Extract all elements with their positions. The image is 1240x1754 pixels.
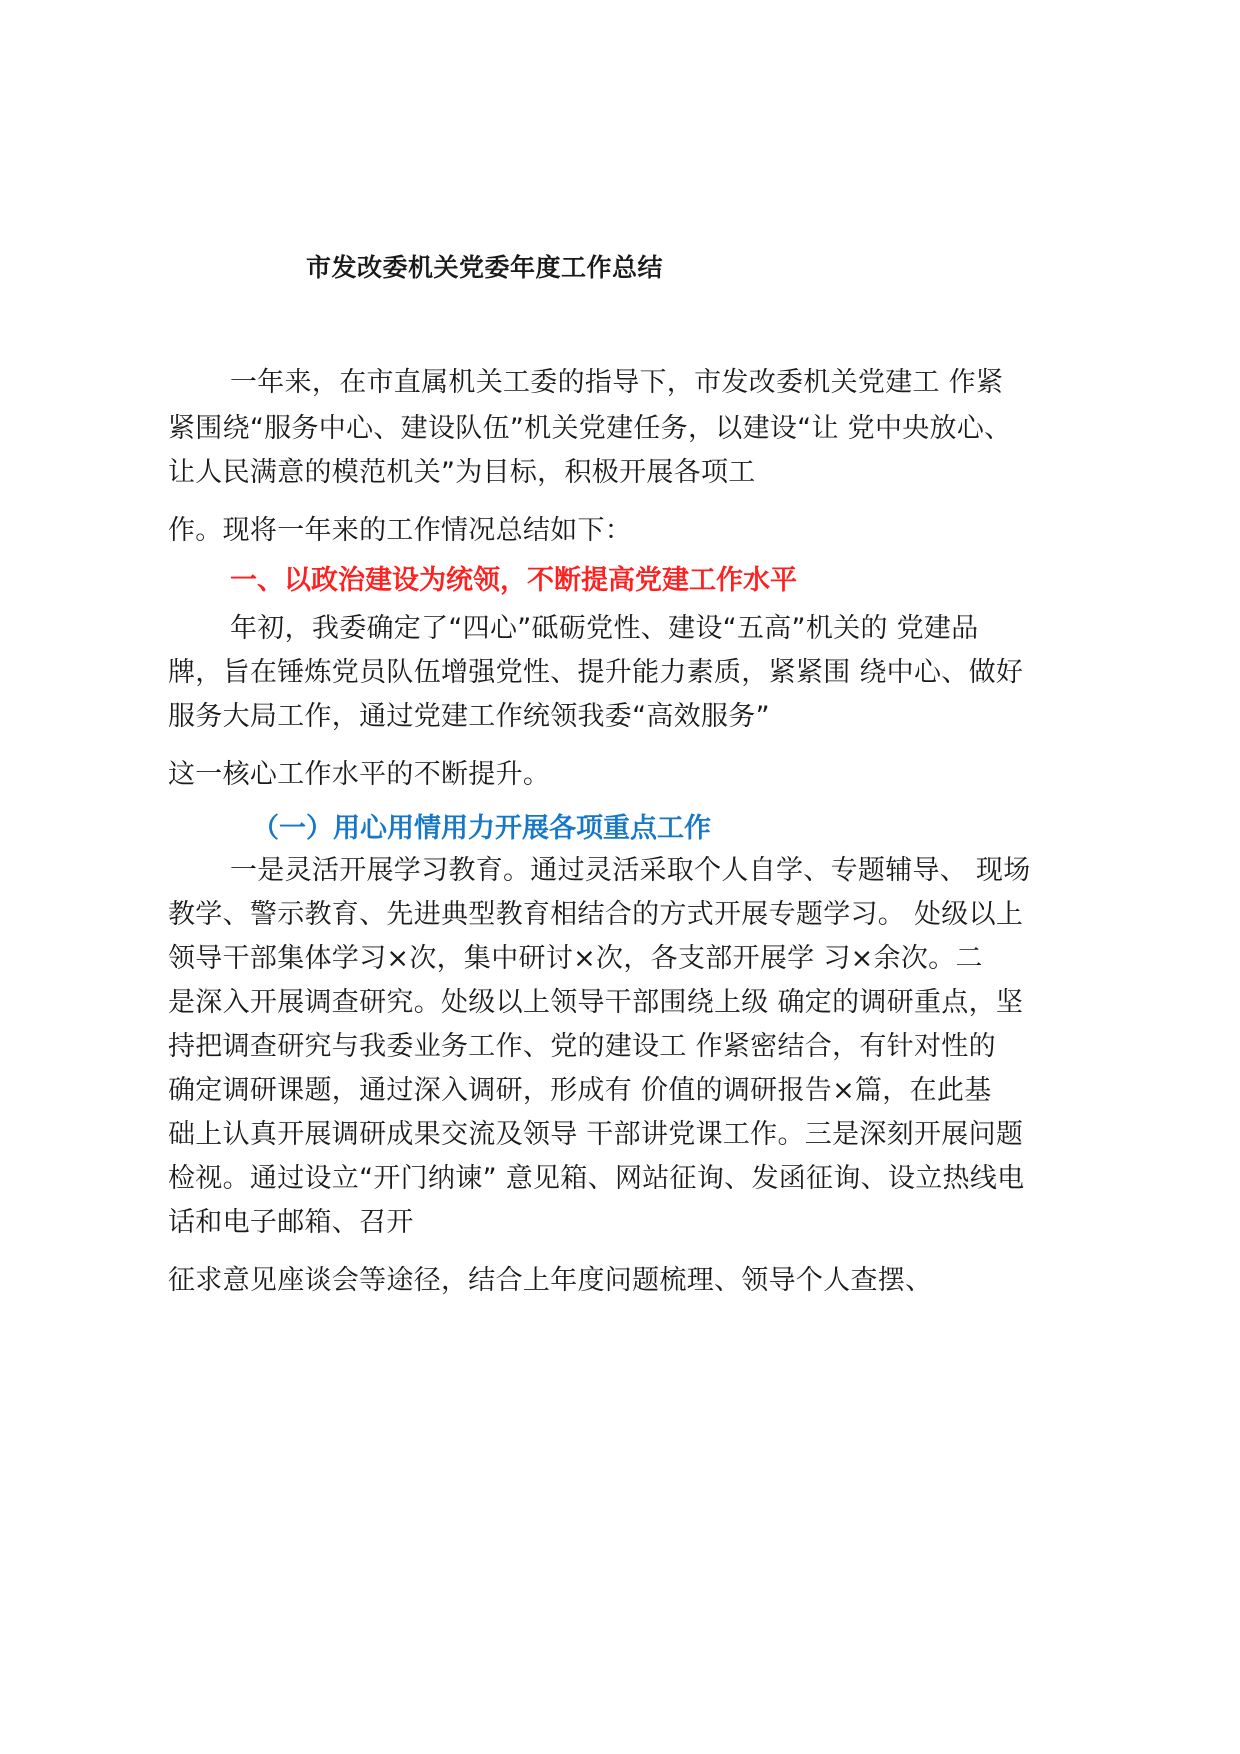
- section1-line-2: 牌，旨在锤炼党员队伍增强党性、提升能力素质，紧紧围 绕中心、做好: [168, 657, 1024, 688]
- subsection1-line-3: 领导干部集体学习×次，集中研讨×次，各支部开展学 习×余次。二: [168, 943, 983, 974]
- subsection1-line-6: 确定调研课题，通过深入调研，形成有 价值的调研报告×篇，在此基: [168, 1075, 992, 1106]
- section1-line-3: 服务大局工作，通过党建工作统领我委“高效服务”: [168, 701, 770, 732]
- section-heading-1: 一、以政治建设为统领，不断提高党建工作水平: [230, 565, 797, 596]
- subsection1-line-10: 征求意见座谈会等途径，结合上年度问题梳理、领导个人查摆、: [168, 1265, 933, 1296]
- subsection1-line-8: 检视。通过设立“开门纳谏” 意见箱、网站征询、发函征询、设立热线电: [168, 1163, 1025, 1194]
- subsection1-line-7: 础上认真开展调研成果交流及领导 干部讲党课工作。三是深刻开展问题: [168, 1119, 1024, 1150]
- subsection1-line-5: 持把调查研究与我委业务工作、党的建设工 作紧密结合，有针对性的: [168, 1031, 996, 1062]
- document-title: 市发改委机关党委年度工作总结: [306, 253, 664, 282]
- subsection1-line-4: 是深入开展调查研究。处级以上领导干部围绕上级 确定的调研重点，坚: [168, 987, 1024, 1018]
- subsection1-line-9: 话和电子邮箱、召开: [168, 1207, 414, 1238]
- subsection1-line-1: 一是灵活开展学习教育。通过灵活采取个人自学、专题辅导、 现场: [230, 855, 1031, 886]
- subsection1-line-2: 教学、警示教育、先进典型教育相结合的方式开展专题学习。 处级以上: [168, 899, 1024, 930]
- section1-line-1: 年初，我委确定了“四心”砥砺党性、建设“五高”机关的 党建品: [230, 613, 979, 644]
- intro-line-3: 让人民满意的模范机关”为目标，积极开展各项工: [168, 457, 756, 488]
- intro-line-1: 一年来，在市直属机关工委的指导下，市发改委机关党建工 作紧: [230, 367, 1004, 398]
- intro-line-4: 作。现将一年来的工作情况总结如下：: [168, 515, 633, 546]
- intro-line-2: 紧围绕“服务中心、建设队伍”机关党建任务，以建设“让 党中央放心、: [168, 413, 1012, 444]
- section1-line-4: 这一核心工作水平的不断提升。: [168, 759, 551, 790]
- subsection-heading-1: （一）用心用情用力开展各项重点工作: [252, 813, 711, 844]
